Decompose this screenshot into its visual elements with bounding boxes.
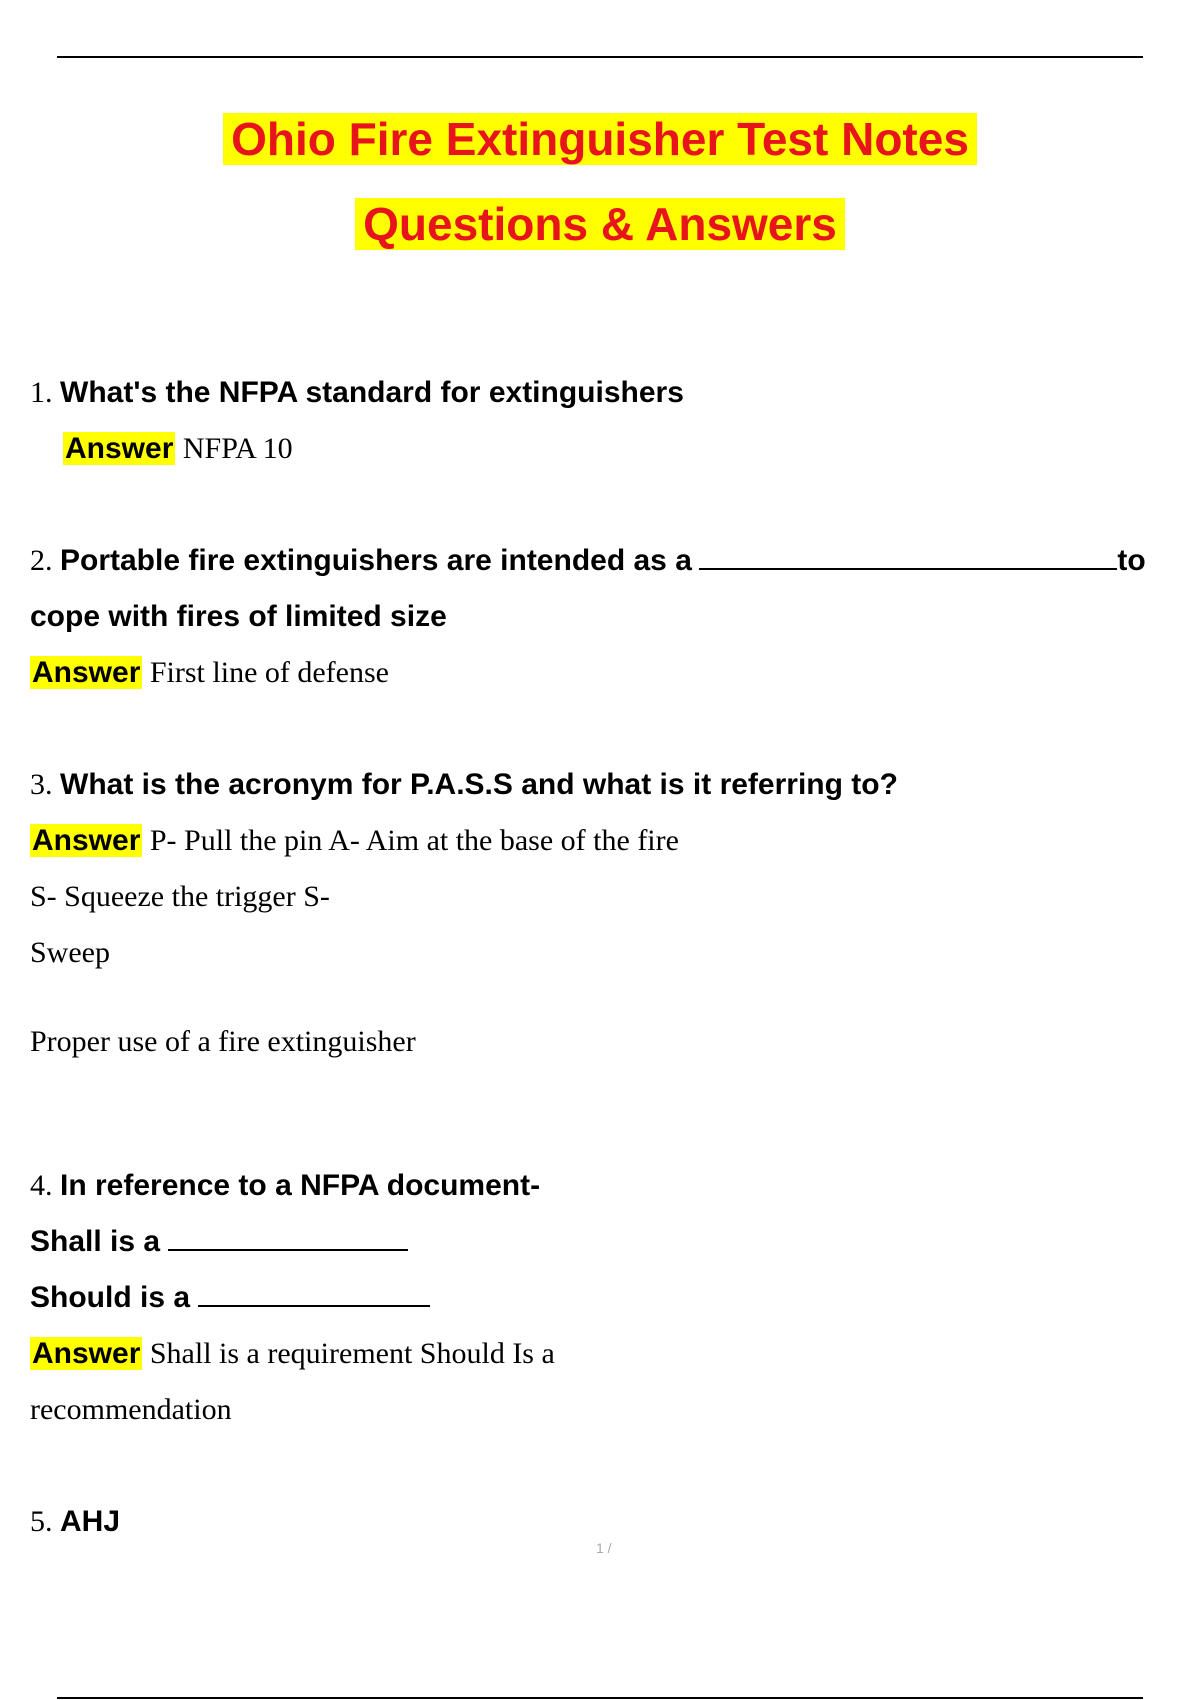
answer-2 [30,653,389,693]
answer-1 [63,429,293,469]
fill-in-blank [699,542,1117,570]
should-prompt: Should is a [30,1281,191,1314]
answer-text: P- Pull the pin A- Aim at the base of the fire [149,824,679,857]
page-number: 1 / [596,1540,612,1556]
question-4-shall [30,1222,408,1262]
answer-text: First line of defense [149,656,389,689]
question-4-should [30,1278,430,1318]
answer-label: Answer [32,824,141,857]
answer-label: Answer [32,656,141,689]
answer-3-line-4: Proper use of a fire extinguisher [30,1025,416,1058]
document-title: Ohio Fire Extinguisher Test Notes [0,111,1200,167]
question-3 [30,765,898,805]
question-text: In reference to a NFPA document- [60,1169,541,1202]
answer-label: Answer [65,432,174,465]
answer-3-line-3: Sweep [30,936,110,969]
answer-4 [30,1334,555,1374]
question-text: Portable fire extinguishers are intended as a [60,544,692,577]
answer-3-line-2: S- Squeeze the trigger S- [30,880,330,913]
question-number: 5. [30,1505,53,1538]
answer-label: Answer [32,1337,141,1370]
question-4 [30,1166,540,1206]
answer-text: NFPA 10 [182,432,293,465]
top-rule [57,56,1143,58]
question-text-continued: to [1117,544,1146,577]
question-number: 3. [30,768,53,801]
question-2 [30,541,1146,581]
fill-in-blank [198,1279,430,1307]
fill-in-blank [168,1223,408,1251]
answer-text: Shall is a requirement Should Is a [149,1337,555,1370]
answer-4-line-2: recommendation [30,1393,232,1426]
answer-3 [30,821,679,861]
shall-prompt: Shall is a [30,1225,161,1258]
question-5 [30,1502,120,1542]
question-2-continued [30,597,447,637]
question-text: What is the acronym for P.A.S.S and what is it referring to? [60,768,898,801]
question-number: 1. [30,376,53,409]
question-text: AHJ [60,1505,121,1538]
bottom-rule [57,1697,1143,1699]
question-number: 4. [30,1169,53,1202]
document-subtitle: Questions & Answers [0,196,1200,252]
question-1 [30,373,684,413]
question-text: What's the NFPA standard for extinguishers [60,376,684,409]
question-text-continued: cope with fires of limited size [30,600,447,633]
question-number: 2. [30,544,53,577]
